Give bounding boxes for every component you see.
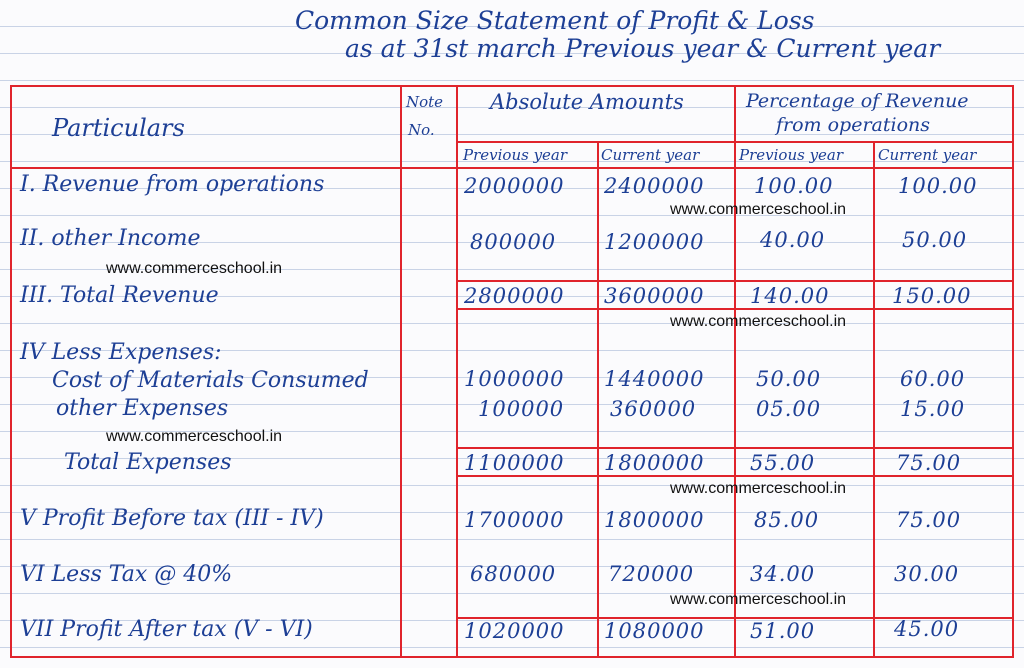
cell-curr-abs: 720000: [608, 562, 695, 586]
row-label-revenue: I. Revenue from operations: [20, 172, 325, 197]
cell-prev-abs: 2800000: [464, 284, 565, 308]
cell-curr-pct: 45.00: [894, 617, 960, 641]
row-label-cost-of-materials: Cost of Materials Consumed: [52, 368, 369, 393]
document-subtitle: as at 31st march Previous year & Current year: [345, 34, 941, 63]
cell-prev-pct: 34.00: [750, 562, 816, 586]
row-label-less-expenses: IV Less Expenses:: [20, 340, 222, 365]
table-border-left: [10, 85, 12, 658]
cell-prev-abs: 800000: [470, 230, 557, 254]
row-label-profit-after-tax: VII Profit After tax (V - VI): [20, 617, 313, 642]
cell-prev-abs: 1700000: [464, 508, 565, 532]
row-label-total-expenses: Total Expenses: [64, 450, 232, 475]
header-note: Note: [406, 93, 444, 111]
cell-prev-abs: 100000: [478, 397, 565, 421]
table-border-right: [1012, 85, 1014, 658]
row-label-other-expenses: other Expenses: [56, 396, 229, 421]
cell-prev-pct: 50.00: [756, 367, 822, 391]
cell-curr-pct: 75.00: [896, 451, 962, 475]
row-label-total-revenue: III. Total Revenue: [20, 283, 219, 308]
cell-curr-abs: 360000: [610, 397, 697, 421]
cell-curr-abs: 1440000: [604, 367, 705, 391]
cell-curr-abs: 1800000: [604, 508, 705, 532]
cell-curr-abs: 1200000: [604, 230, 705, 254]
header-percentage-line2: from operations: [776, 114, 931, 136]
cell-prev-pct: 51.00: [750, 619, 816, 643]
header-prev-abs: Previous year: [463, 146, 568, 164]
header-divider-bottom: [10, 167, 1014, 169]
header-curr-abs: Current year: [601, 146, 700, 164]
cell-curr-pct: 100.00: [898, 174, 978, 198]
cell-prev-abs: 2000000: [464, 174, 565, 198]
cell-prev-abs: 1000000: [464, 367, 565, 391]
watermark: www.commerceschool.in: [670, 480, 847, 497]
col-divider-percentage: [734, 85, 736, 658]
header-absolute-amounts: Absolute Amounts: [490, 90, 684, 114]
table-border-bottom: [10, 656, 1014, 658]
cell-prev-pct: 55.00: [750, 451, 816, 475]
cell-curr-abs: 1080000: [604, 619, 705, 643]
watermark: www.commerceschool.in: [670, 201, 847, 218]
cell-prev-abs: 1100000: [464, 451, 565, 475]
col-divider-curr-pct: [873, 141, 875, 658]
cell-curr-abs: 1800000: [604, 451, 705, 475]
watermark: www.commerceschool.in: [670, 591, 847, 608]
header-percentage-line1: Percentage of Revenue: [746, 90, 969, 112]
document-title: Common Size Statement of Profit & Loss: [295, 6, 815, 35]
cell-curr-pct: 60.00: [900, 367, 966, 391]
cell-prev-abs: 1020000: [464, 619, 565, 643]
header-particulars: Particulars: [52, 114, 185, 142]
cell-curr-pct: 50.00: [902, 228, 968, 252]
col-divider-curr-abs: [597, 141, 599, 658]
row-label-other-income: II. other Income: [20, 226, 201, 251]
col-divider-absolute: [456, 85, 458, 658]
cell-prev-pct: 85.00: [754, 508, 820, 532]
cell-prev-abs: 680000: [470, 562, 557, 586]
cell-prev-pct: 40.00: [760, 228, 826, 252]
table-border-top: [10, 85, 1014, 87]
cell-curr-pct: 75.00: [896, 508, 962, 532]
cell-curr-abs: 3600000: [604, 284, 705, 308]
cell-curr-pct: 150.00: [892, 284, 972, 308]
header-note-no: No.: [408, 121, 435, 139]
header-prev-pct: Previous year: [739, 146, 844, 164]
cell-prev-pct: 100.00: [754, 174, 834, 198]
row-label-profit-before-tax: V Profit Before tax (III - IV): [20, 506, 324, 531]
cell-prev-pct: 05.00: [756, 397, 822, 421]
watermark: www.commerceschool.in: [106, 428, 283, 445]
watermark: www.commerceschool.in: [670, 313, 847, 330]
cell-prev-pct: 140.00: [750, 284, 830, 308]
col-divider-note: [400, 85, 402, 658]
header-curr-pct: Current year: [878, 146, 977, 164]
cell-curr-pct: 15.00: [900, 397, 966, 421]
row-label-less-tax: VI Less Tax @ 40%: [20, 562, 233, 587]
cell-curr-abs: 2400000: [604, 174, 705, 198]
cell-curr-pct: 30.00: [894, 562, 960, 586]
watermark: www.commerceschool.in: [106, 260, 283, 277]
